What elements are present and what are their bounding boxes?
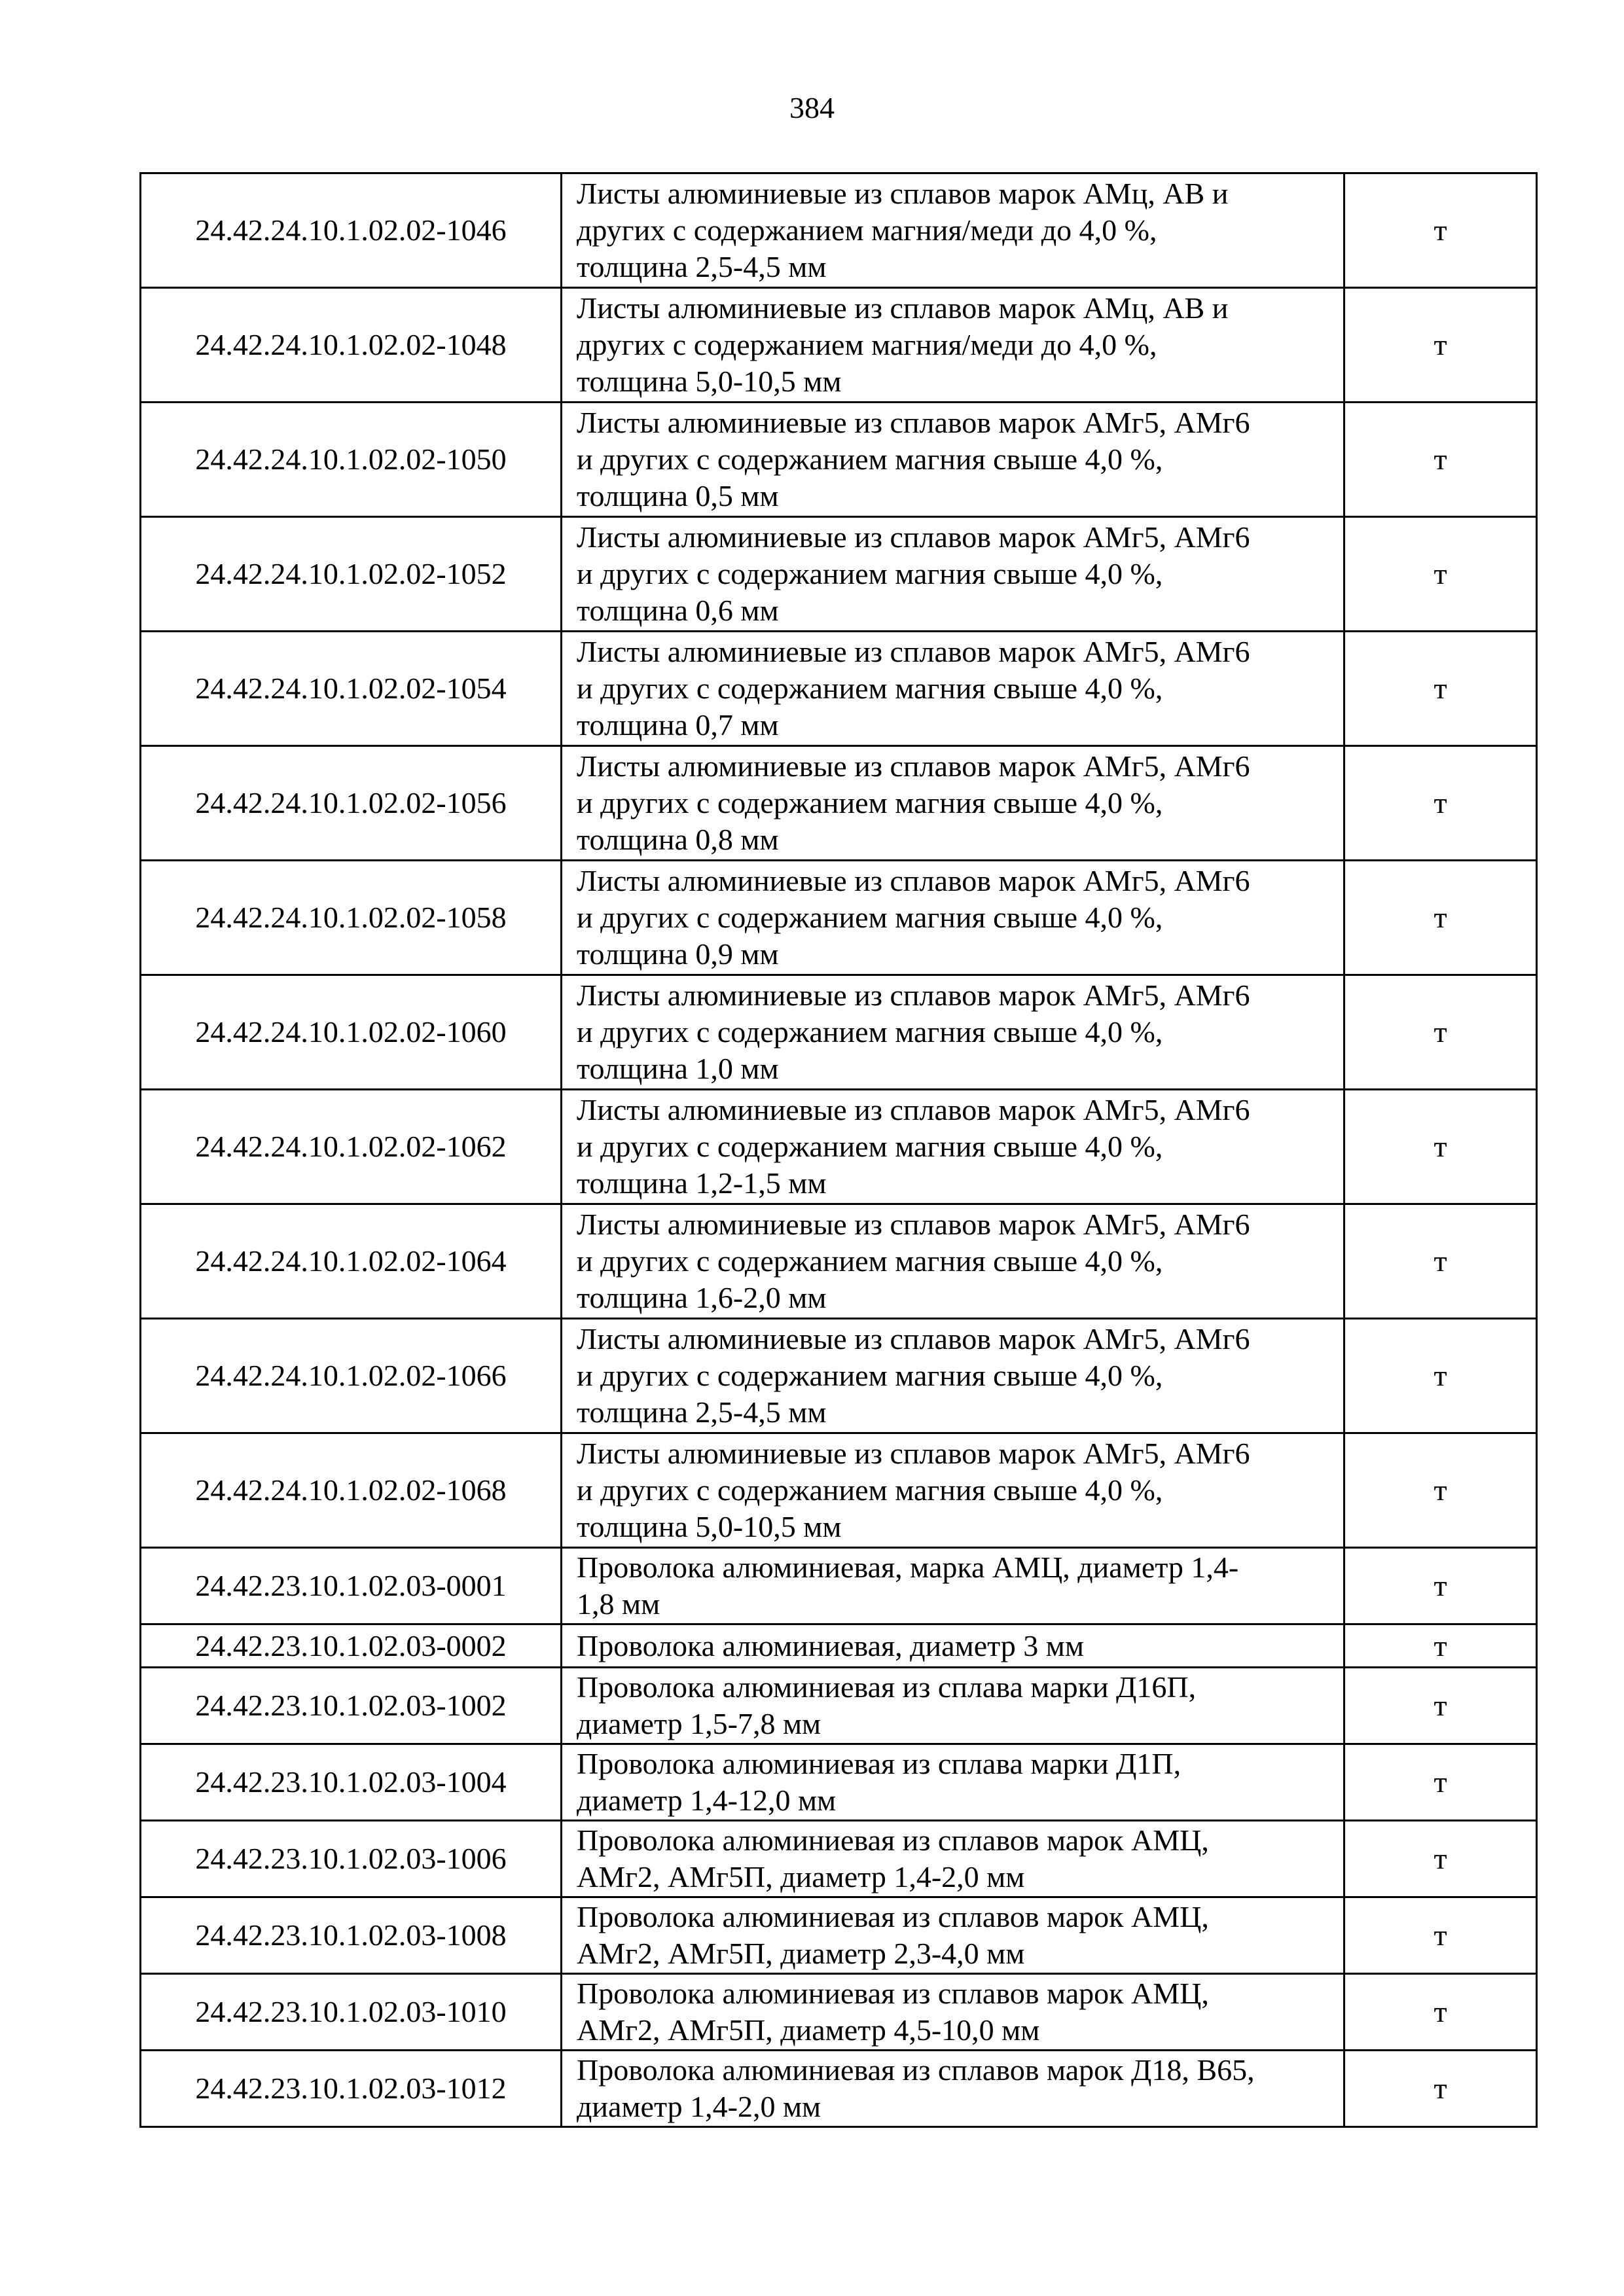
item-description — [562, 1548, 1344, 1624]
item-description — [562, 1821, 1344, 1897]
description-line: Листы алюминиевые из сплавов марок АМг5, АМг6 — [577, 520, 1250, 554]
description-line: толщина 2,5-4,5 мм — [577, 250, 827, 283]
item-description — [562, 403, 1344, 517]
table-row — [141, 1090, 1537, 1204]
item-description — [562, 1433, 1344, 1548]
description-line: Листы алюминиевые из сплавов марок АМг5, АМг6 — [577, 864, 1250, 897]
description-line: Листы алюминиевые из сплавов марок АМг5, АМг6 — [577, 1437, 1250, 1470]
materials-table — [139, 172, 1538, 2128]
item-description — [562, 861, 1344, 975]
item-code: 24.42.24.10.1.02.02-1064 — [141, 1204, 562, 1319]
item-unit: т — [1344, 1433, 1537, 1548]
item-description — [562, 173, 1344, 288]
description-line: и других с содержанием магния свыше 4,0 %, — [577, 1130, 1163, 1163]
description-line: толщина 5,0-10,5 мм — [577, 365, 842, 398]
description-line: толщина 5,0-10,5 мм — [577, 1510, 842, 1543]
item-unit: т — [1344, 517, 1537, 632]
item-code: 24.42.24.10.1.02.02-1046 — [141, 173, 562, 288]
description-line: Листы алюминиевые из сплавов марок АМг5, АМг6 — [577, 749, 1250, 783]
item-code: 24.42.24.10.1.02.02-1056 — [141, 746, 562, 861]
table-row — [141, 1668, 1537, 1744]
description-line: толщина 0,6 мм — [577, 594, 779, 627]
item-code: 24.42.24.10.1.02.02-1052 — [141, 517, 562, 632]
description-line: толщина 1,2-1,5 мм — [577, 1166, 827, 1200]
table-row — [141, 1548, 1537, 1624]
description-line: и других с содержанием магния свыше 4,0 %, — [577, 1359, 1163, 1392]
table-row — [141, 746, 1537, 861]
description-line: Листы алюминиевые из сплавов марок АМг5, АМг6 — [577, 406, 1250, 439]
item-code: 24.42.23.10.1.02.03-0001 — [141, 1548, 562, 1624]
table-row — [141, 861, 1537, 975]
description-line: и других с содержанием магния свыше 4,0 %, — [577, 1244, 1163, 1278]
item-code: 24.42.24.10.1.02.02-1058 — [141, 861, 562, 975]
table-row — [141, 403, 1537, 517]
description-line: толщина 1,0 мм — [577, 1052, 779, 1085]
item-description — [562, 1319, 1344, 1433]
item-unit: т — [1344, 288, 1537, 403]
item-code: 24.42.23.10.1.02.03-1006 — [141, 1821, 562, 1897]
description-line: АМг2, АМг5П, диаметр 2,3-4,0 мм — [577, 1937, 1025, 1970]
description-line: Листы алюминиевые из сплавов марок АМг5, АМг6 — [577, 1322, 1250, 1355]
item-unit: т — [1344, 403, 1537, 517]
table-row — [141, 2051, 1537, 2127]
description-line: толщина 0,5 мм — [577, 479, 779, 512]
item-unit: т — [1344, 1821, 1537, 1897]
table-row — [141, 1624, 1537, 1668]
item-description — [562, 1090, 1344, 1204]
description-line: и других с содержанием магния свыше 4,0 %, — [577, 557, 1163, 590]
item-unit: т — [1344, 861, 1537, 975]
description-line: и других с содержанием магния свыше 4,0 %, — [577, 1473, 1163, 1507]
item-unit: т — [1344, 1548, 1537, 1624]
item-code: 24.42.24.10.1.02.02-1068 — [141, 1433, 562, 1548]
table-row — [141, 975, 1537, 1090]
description-line: Проволока алюминиевая из сплавов марок Д18, В65, — [577, 2053, 1255, 2087]
item-description — [562, 1744, 1344, 1821]
table-row — [141, 1433, 1537, 1548]
description-line: диаметр 1,4-12,0 мм — [577, 1784, 837, 1817]
item-description — [562, 746, 1344, 861]
description-line: АМг2, АМг5П, диаметр 4,5-10,0 мм — [577, 2013, 1040, 2047]
description-line: и других с содержанием магния свыше 4,0 %, — [577, 901, 1163, 934]
description-line: толщина 2,5-4,5 мм — [577, 1395, 827, 1429]
description-line: Проволока алюминиевая из сплавов марок АМЦ, — [577, 1823, 1209, 1857]
description-line: Проволока алюминиевая из сплава марки Д16П, — [577, 1670, 1197, 1704]
description-line: Проволока алюминиевая, марка АМЦ, диаметр 1,4- — [577, 1551, 1239, 1584]
item-unit: т — [1344, 2051, 1537, 2127]
table-row — [141, 288, 1537, 403]
description-line: диаметр 1,4-2,0 мм — [577, 2090, 821, 2123]
item-unit: т — [1344, 1204, 1537, 1319]
description-line: толщина 0,8 мм — [577, 823, 779, 856]
item-unit: т — [1344, 975, 1537, 1090]
item-description — [562, 632, 1344, 746]
item-code: 24.42.23.10.1.02.03-1002 — [141, 1668, 562, 1744]
description-line: других с содержанием магния/меди до 4,0 %, — [577, 213, 1157, 247]
item-unit: т — [1344, 1744, 1537, 1821]
description-line: толщина 0,9 мм — [577, 937, 779, 971]
description-line: 1,8 мм — [577, 1587, 660, 1621]
item-description — [562, 1204, 1344, 1319]
item-unit: т — [1344, 1897, 1537, 1974]
item-code: 24.42.23.10.1.02.03-0002 — [141, 1624, 562, 1668]
item-unit: т — [1344, 1090, 1537, 1204]
description-line: Проволока алюминиевая из сплавов марок АМЦ, — [577, 1900, 1209, 1933]
description-line: и других с содержанием магния свыше 4,0 %, — [577, 442, 1163, 476]
item-unit: т — [1344, 1668, 1537, 1744]
table-row — [141, 1974, 1537, 2051]
description-line: и других с содержанием магния свыше 4,0 %, — [577, 786, 1163, 819]
item-unit: т — [1344, 1319, 1537, 1433]
table-row — [141, 1744, 1537, 1821]
item-code: 24.42.24.10.1.02.02-1062 — [141, 1090, 562, 1204]
table-body — [141, 173, 1537, 2127]
table-row — [141, 1319, 1537, 1433]
item-code: 24.42.23.10.1.02.03-1004 — [141, 1744, 562, 1821]
item-description — [562, 517, 1344, 632]
item-description — [562, 1668, 1344, 1744]
item-description — [562, 975, 1344, 1090]
description-line: и других с содержанием магния свыше 4,0 %, — [577, 1015, 1163, 1049]
item-code: 24.42.23.10.1.02.03-1010 — [141, 1974, 562, 2051]
table-row — [141, 1897, 1537, 1974]
item-unit: т — [1344, 1974, 1537, 2051]
item-code: 24.42.24.10.1.02.02-1054 — [141, 632, 562, 746]
description-line: Проволока алюминиевая из сплавов марок АМЦ, — [577, 1977, 1209, 2010]
item-code: 24.42.24.10.1.02.02-1050 — [141, 403, 562, 517]
item-description — [562, 2051, 1344, 2127]
item-description — [562, 1897, 1344, 1974]
description-line: толщина 0,7 мм — [577, 708, 779, 742]
description-line: и других с содержанием магния свыше 4,0 %, — [577, 672, 1163, 705]
item-code: 24.42.24.10.1.02.02-1048 — [141, 288, 562, 403]
page-number: 384 — [789, 91, 835, 124]
description-line: Листы алюминиевые из сплавов марок АМц, АВ и — [577, 177, 1229, 210]
item-description — [562, 1624, 1344, 1668]
table-row — [141, 517, 1537, 632]
table-row — [141, 173, 1537, 288]
item-unit: т — [1344, 632, 1537, 746]
description-line: Листы алюминиевые из сплавов марок АМг5, АМг6 — [577, 1093, 1250, 1126]
item-unit: т — [1344, 746, 1537, 861]
item-description — [562, 1974, 1344, 2051]
table-row — [141, 632, 1537, 746]
item-code: 24.42.23.10.1.02.03-1008 — [141, 1897, 562, 1974]
description-line: Листы алюминиевые из сплавов марок АМг5, АМг6 — [577, 635, 1250, 668]
item-code: 24.42.23.10.1.02.03-1012 — [141, 2051, 562, 2127]
item-unit: т — [1344, 1624, 1537, 1668]
description-line: диаметр 1,5-7,8 мм — [577, 1707, 821, 1740]
description-line: других с содержанием магния/меди до 4,0 %, — [577, 328, 1157, 361]
description-line: Проволока алюминиевая из сплава марки Д1П, — [577, 1747, 1182, 1780]
item-description — [562, 288, 1344, 403]
description-line: толщина 1,6-2,0 мм — [577, 1281, 827, 1314]
table-row — [141, 1204, 1537, 1319]
description-line: Листы алюминиевые из сплавов марок АМг5, АМг6 — [577, 1208, 1250, 1241]
description-line: АМг2, АМг5П, диаметр 1,4-2,0 мм — [577, 1860, 1025, 1893]
item-code: 24.42.24.10.1.02.02-1066 — [141, 1319, 562, 1433]
description-line: Проволока алюминиевая, диаметр 3 мм — [577, 1628, 1084, 1662]
table-row — [141, 1821, 1537, 1897]
description-line: Листы алюминиевые из сплавов марок АМг5, АМг6 — [577, 978, 1250, 1012]
item-unit: т — [1344, 173, 1537, 288]
description-line: Листы алюминиевые из сплавов марок АМц, АВ и — [577, 291, 1229, 325]
item-code: 24.42.24.10.1.02.02-1060 — [141, 975, 562, 1090]
